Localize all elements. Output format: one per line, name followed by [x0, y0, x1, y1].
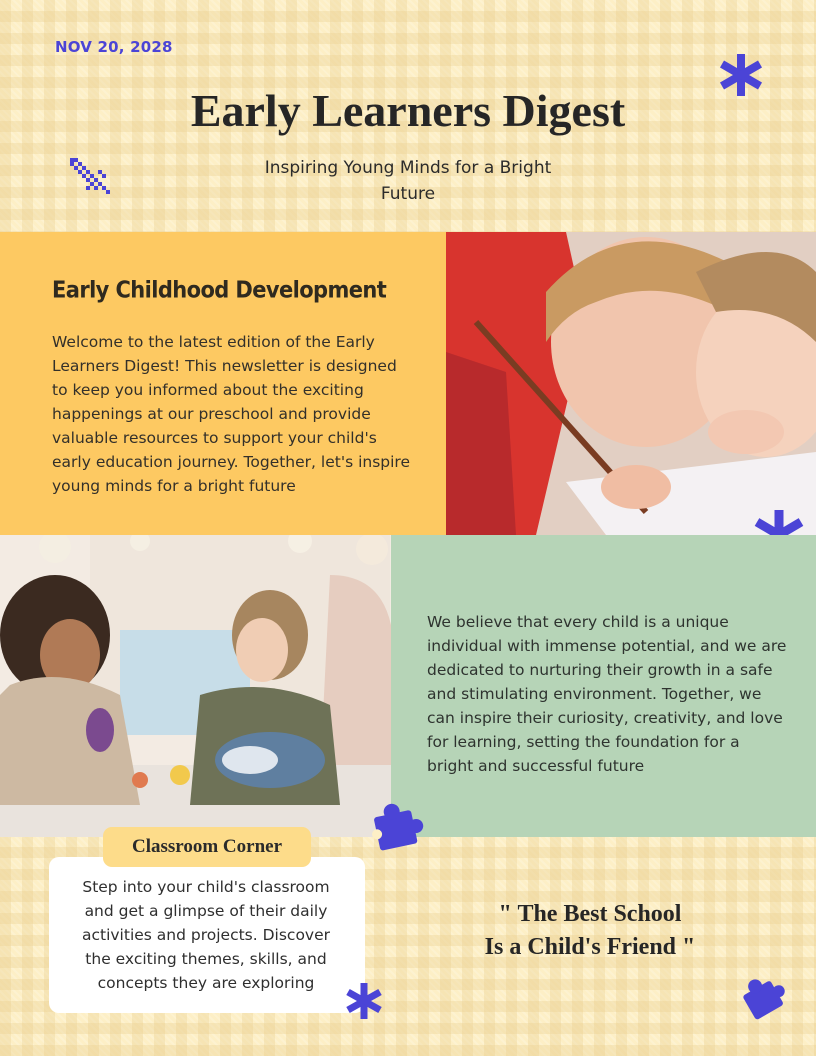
photo-girls-playing	[0, 535, 391, 837]
classroom-card-body: Step into your child's classroom and get a glimpse of their daily activities and projects. Discover the exciting themes, skills, and concepts they are exploring	[81, 878, 331, 992]
photo-child-drawing	[446, 232, 816, 535]
quote-text: " The Best School Is a Child's Friend "	[484, 901, 696, 960]
mission-body: We believe that every child is a unique individual with immense potential, and we are dedicated to nurturing their growth in a safe and stimulating environment. Together, we can inspire their curiosity, creativity, and love for learning, setting the foundation for a bright and successful future	[427, 613, 787, 775]
newsletter-subtitle: Inspiring Young Minds for a Bright Future	[264, 158, 552, 204]
intro-heading: Early Childhood Development	[52, 277, 387, 303]
newsletter-title: Early Learners Digest	[190, 85, 626, 136]
issue-date: NOV 20, 2028	[55, 38, 173, 56]
pixel-sword-icon	[68, 156, 114, 196]
classroom-card-label: Classroom Corner	[103, 827, 311, 867]
asterisk-icon	[718, 52, 764, 98]
puzzle-piece-icon	[368, 797, 426, 857]
intro-body: Welcome to the latest edition of the Early Learners Digest! This newsletter is designed to keep you informed about the exciting happenings at our preschool and provide valuable resources to support your child's early education journey. Together, let's inspire young minds for a bright future	[52, 333, 410, 495]
asterisk-icon	[345, 981, 383, 1021]
puzzle-piece-icon	[738, 974, 788, 1022]
